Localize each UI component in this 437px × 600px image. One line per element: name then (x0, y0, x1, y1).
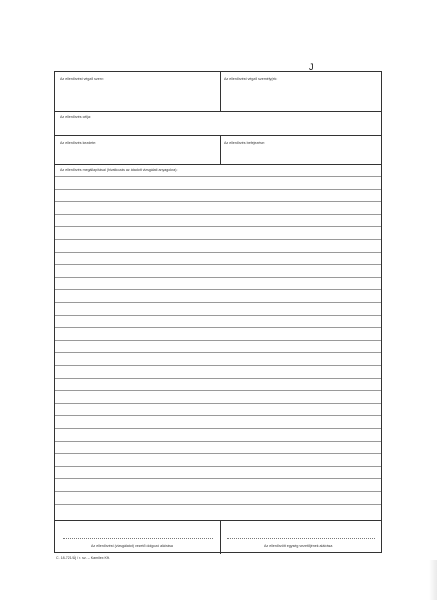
ruled-line (55, 466, 381, 467)
ruled-line (55, 403, 381, 404)
ruled-line (55, 176, 381, 177)
header-divider (220, 72, 221, 111)
ruled-line (55, 441, 381, 442)
signature-divider (55, 520, 381, 521)
left-signature-label: Az ellenőrzést (vizsgálatot) vezető dolgozó aláírása (91, 544, 173, 548)
corner-mark: J (309, 62, 314, 72)
ruled-line (55, 239, 381, 240)
ruled-line (55, 252, 381, 253)
ruled-line (55, 289, 381, 290)
purpose-label: Az ellenőrzés célja: (60, 115, 91, 119)
ruled-line (55, 315, 381, 316)
dates-divider (220, 135, 221, 164)
page-edge-shadow (429, 560, 437, 600)
ruled-line (55, 340, 381, 341)
ruled-line (55, 189, 381, 190)
form-code: C. 18-721/Új / r. sz. – Kamilex Kft. (56, 556, 110, 560)
ruled-line (55, 277, 381, 278)
signature-column-divider (220, 520, 221, 554)
findings-label: Az ellenőrzés megállapításai (hivatkozás az átadott vizsgálati anyagokra): (60, 168, 178, 172)
ruled-line (55, 201, 381, 202)
ruled-line (55, 214, 381, 215)
inspectors-label: Az ellenőrzést végző személy(ek: (224, 77, 278, 81)
right-signature-line (227, 538, 375, 539)
ruled-line (55, 264, 381, 265)
start-date-label: Az ellenőrzés kezdete: (60, 141, 97, 145)
ruled-line (55, 478, 381, 479)
ruled-line (55, 365, 381, 366)
ruled-line (55, 378, 381, 379)
row-divider-3 (55, 164, 381, 165)
ruled-line (55, 352, 381, 353)
ruled-line (55, 390, 381, 391)
left-signature-line (63, 538, 213, 539)
inspecting-body-label: Az ellenőrzést végző szerv: (60, 77, 104, 81)
inspection-form (54, 71, 382, 553)
ruled-line (55, 415, 381, 416)
row-divider-1 (55, 111, 381, 112)
ruled-line (55, 327, 381, 328)
ruled-line (55, 226, 381, 227)
ruled-line (55, 491, 381, 492)
row-divider-2 (55, 135, 381, 136)
right-signature-label: Az ellenőrzött egység vezetőjének aláírása (264, 544, 333, 548)
ruled-line (55, 504, 381, 505)
end-date-label: Az ellenőrzés befejezése: (224, 141, 265, 145)
ruled-line (55, 453, 381, 454)
ruled-line (55, 428, 381, 429)
ruled-line (55, 302, 381, 303)
